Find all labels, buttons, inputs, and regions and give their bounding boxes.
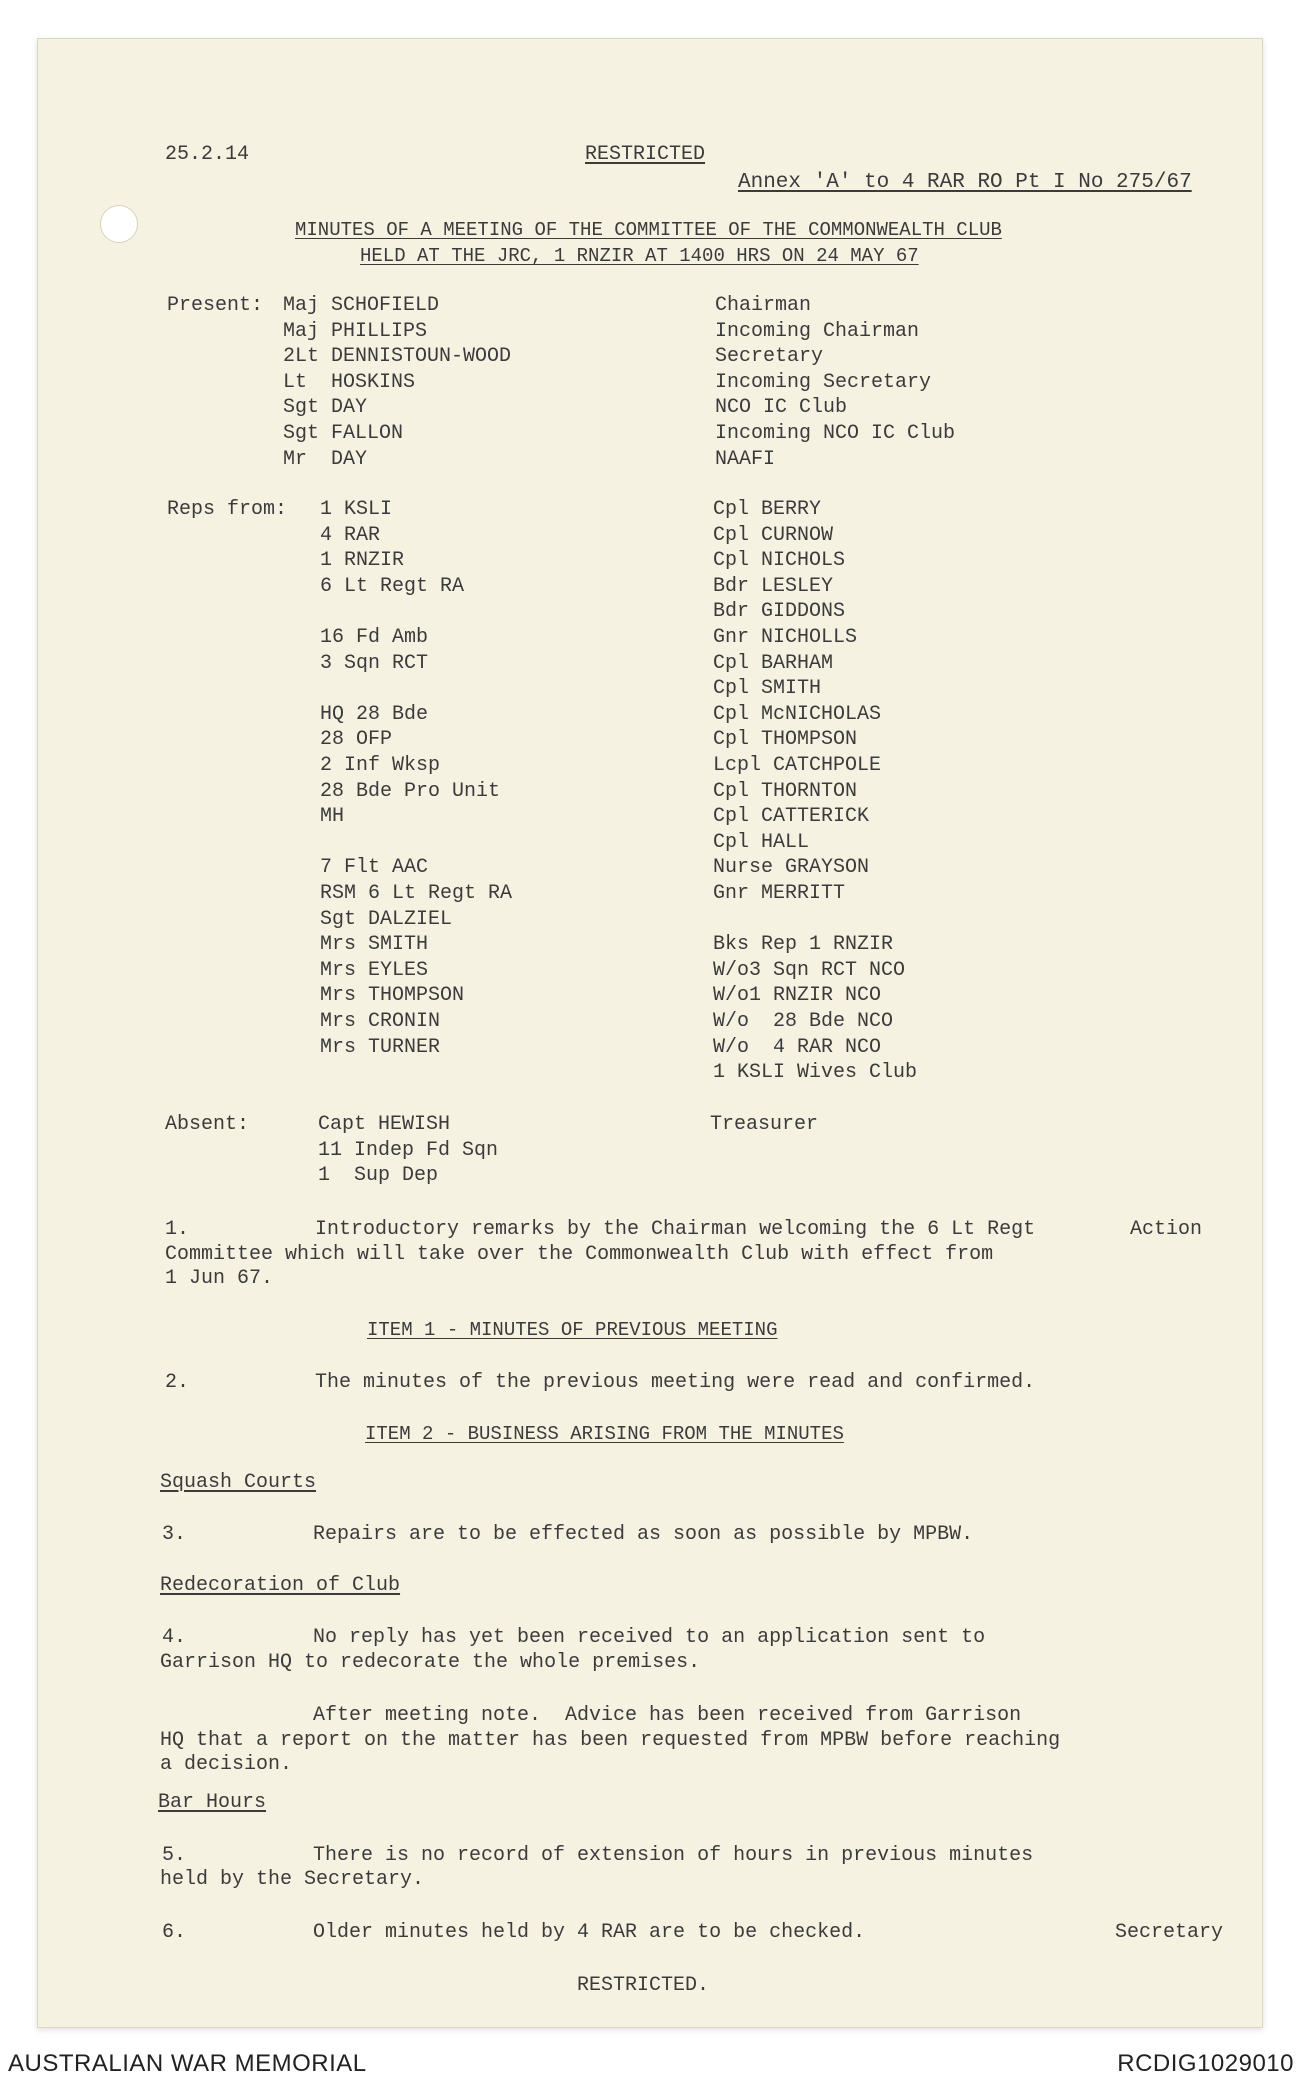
present-member-role: Incoming Secretary — [715, 371, 932, 394]
rep-member: Gnr MERRITT — [713, 882, 846, 905]
classification-header: RESTRICTED — [585, 143, 706, 166]
rep-member: Bdr LESLEY — [713, 575, 834, 598]
rep-member: Cpl THORNTON — [713, 780, 858, 803]
redecoration-heading: Redecoration of Club — [160, 1574, 401, 1597]
rep-member: Cpl CURNOW — [713, 524, 834, 547]
para-6-number: 6. — [162, 1921, 187, 1944]
present-member-role: NAAFI — [715, 448, 776, 471]
present-member-name: Maj SCHOFIELD — [283, 294, 440, 317]
para-6-text: Older minutes held by 4 RAR are to be checked. — [313, 1921, 866, 1944]
present-member-role: Chairman — [715, 294, 812, 317]
action-column-label: Action — [1130, 1218, 1203, 1241]
rep-member: Bks Rep 1 RNZIR — [713, 933, 894, 956]
rep-unit: Mrs EYLES — [320, 959, 429, 982]
para-4-line-1: No reply has yet been received to an application sent to — [313, 1626, 986, 1649]
para-6-action: Secretary — [1115, 1921, 1224, 1944]
rep-unit: Mrs TURNER — [320, 1036, 441, 1059]
rep-member: W/o 4 RAR NCO — [713, 1036, 882, 1059]
present-member-name: Maj PHILLIPS — [283, 320, 428, 343]
absent-member-name: 1 Sup Dep — [318, 1164, 439, 1187]
rep-member: Lcpl CATCHPOLE — [713, 754, 882, 777]
rep-unit: Sgt DALZIEL — [320, 908, 453, 931]
rep-member: Cpl NICHOLS — [713, 549, 846, 572]
title-line-1: MINUTES OF A MEETING OF THE COMMITTEE OF THE COMMONWEALTH CLUB — [295, 219, 1002, 241]
absent-member-name: 11 Indep Fd Sqn — [318, 1139, 499, 1162]
rep-member: Cpl SMITH — [713, 677, 822, 700]
bar-hours-heading: Bar Hours — [158, 1791, 267, 1814]
classification-footer: RESTRICTED. — [577, 1974, 710, 1997]
rep-member: W/o3 Sqn RCT NCO — [713, 959, 906, 982]
rep-member: 1 KSLI Wives Club — [713, 1061, 918, 1084]
rep-unit: Mrs SMITH — [320, 933, 429, 956]
rep-unit: 28 Bde Pro Unit — [320, 780, 501, 803]
para-5-line-1: There is no record of extension of hours in previous minutes — [313, 1844, 1034, 1867]
rep-unit: RSM 6 Lt Regt RA — [320, 882, 513, 905]
present-member-role: Incoming NCO IC Club — [715, 422, 956, 445]
rep-unit: Mrs THOMPSON — [320, 984, 465, 1007]
after-meeting-note-line-2: HQ that a report on the matter has been requested from MPBW before reaching — [160, 1729, 1061, 1752]
item-2-heading: ITEM 2 - BUSINESS ARISING FROM THE MINUTES — [365, 1423, 844, 1445]
para-2-number: 2. — [165, 1371, 190, 1394]
present-member-name: Sgt FALLON — [283, 422, 404, 445]
rep-unit: 3 Sqn RCT — [320, 652, 429, 675]
para-1-number: 1. — [165, 1218, 190, 1241]
title-line-2: HELD AT THE JRC, 1 RNZIR AT 1400 HRS ON 24 MAY 67 — [360, 245, 919, 267]
rep-unit: MH — [320, 805, 345, 828]
present-member-role: NCO IC Club — [715, 396, 848, 419]
archive-footer — [0, 2044, 1302, 2082]
archive-credit-right: RCDIG1029010 — [1117, 2050, 1294, 2077]
rep-member: Bdr GIDDONS — [713, 600, 846, 623]
para-2-text: The minutes of the previous meeting were read and confirmed. — [315, 1371, 1036, 1394]
punch-hole — [100, 205, 138, 243]
rep-member: Cpl BARHAM — [713, 652, 834, 675]
present-member-name: Mr DAY — [283, 448, 368, 471]
absent-member-name: Capt HEWISH — [318, 1113, 451, 1136]
rep-unit: 16 Fd Amb — [320, 626, 429, 649]
after-meeting-note-line-1: After meeting note. Advice has been received from Garrison — [313, 1704, 1022, 1727]
reps-label: Reps from: — [167, 498, 288, 521]
rep-member: Cpl HALL — [713, 831, 810, 854]
rep-unit: 2 Inf Wksp — [320, 754, 441, 777]
document-date: 25.2.14 — [165, 143, 250, 166]
rep-unit: 6 Lt Regt RA — [320, 575, 465, 598]
para-1-line-3: 1 Jun 67. — [165, 1267, 274, 1290]
rep-unit: 4 RAR — [320, 524, 381, 547]
para-1-line-1: Introductory remarks by the Chairman welcoming the 6 Lt Regt — [315, 1218, 1036, 1241]
rep-member: Cpl CATTERICK — [713, 805, 870, 828]
rep-unit: 7 Flt AAC — [320, 856, 429, 879]
rep-unit: HQ 28 Bde — [320, 703, 429, 726]
para-1-line-2: Committee which will take over the Commonwealth Club with effect from — [165, 1243, 994, 1266]
para-4-line-2: Garrison HQ to redecorate the whole premises. — [160, 1651, 701, 1674]
rep-unit: 1 KSLI — [320, 498, 393, 521]
para-3-number: 3. — [162, 1523, 187, 1546]
rep-member: Gnr NICHOLLS — [713, 626, 858, 649]
rep-unit: 1 RNZIR — [320, 549, 405, 572]
absent-label: Absent: — [165, 1113, 250, 1136]
squash-courts-heading: Squash Courts — [160, 1471, 317, 1494]
rep-member: Cpl McNICHOLAS — [713, 703, 882, 726]
rep-unit: 28 OFP — [320, 728, 393, 751]
rep-unit: Mrs CRONIN — [320, 1010, 441, 1033]
present-member-name: 2Lt DENNISTOUN-WOOD — [283, 345, 512, 368]
para-4-number: 4. — [162, 1626, 187, 1649]
rep-member: Cpl BERRY — [713, 498, 822, 521]
para-5-number: 5. — [162, 1844, 187, 1867]
present-member-role: Incoming Chairman — [715, 320, 920, 343]
archive-credit-left: AUSTRALIAN WAR MEMORIAL — [8, 2050, 367, 2077]
present-member-name: Lt HOSKINS — [283, 371, 416, 394]
present-label: Present: — [167, 294, 264, 317]
rep-member: Nurse GRAYSON — [713, 856, 870, 879]
rep-member: W/o1 RNZIR NCO — [713, 984, 882, 1007]
item-1-heading: ITEM 1 - MINUTES OF PREVIOUS MEETING — [367, 1319, 778, 1341]
rep-member: W/o 28 Bde NCO — [713, 1010, 894, 1033]
rep-member: Cpl THOMPSON — [713, 728, 858, 751]
absent-member-role: Treasurer — [710, 1113, 819, 1136]
after-meeting-note-line-3: a decision. — [160, 1753, 293, 1776]
annex-reference: Annex 'A' to 4 RAR RO Pt I No 275/67 — [738, 171, 1192, 194]
present-member-name: Sgt DAY — [283, 396, 368, 419]
present-member-role: Secretary — [715, 345, 824, 368]
para-5-line-2: held by the Secretary. — [160, 1868, 425, 1891]
para-3-text: Repairs are to be effected as soon as possible by MPBW. — [313, 1523, 974, 1546]
